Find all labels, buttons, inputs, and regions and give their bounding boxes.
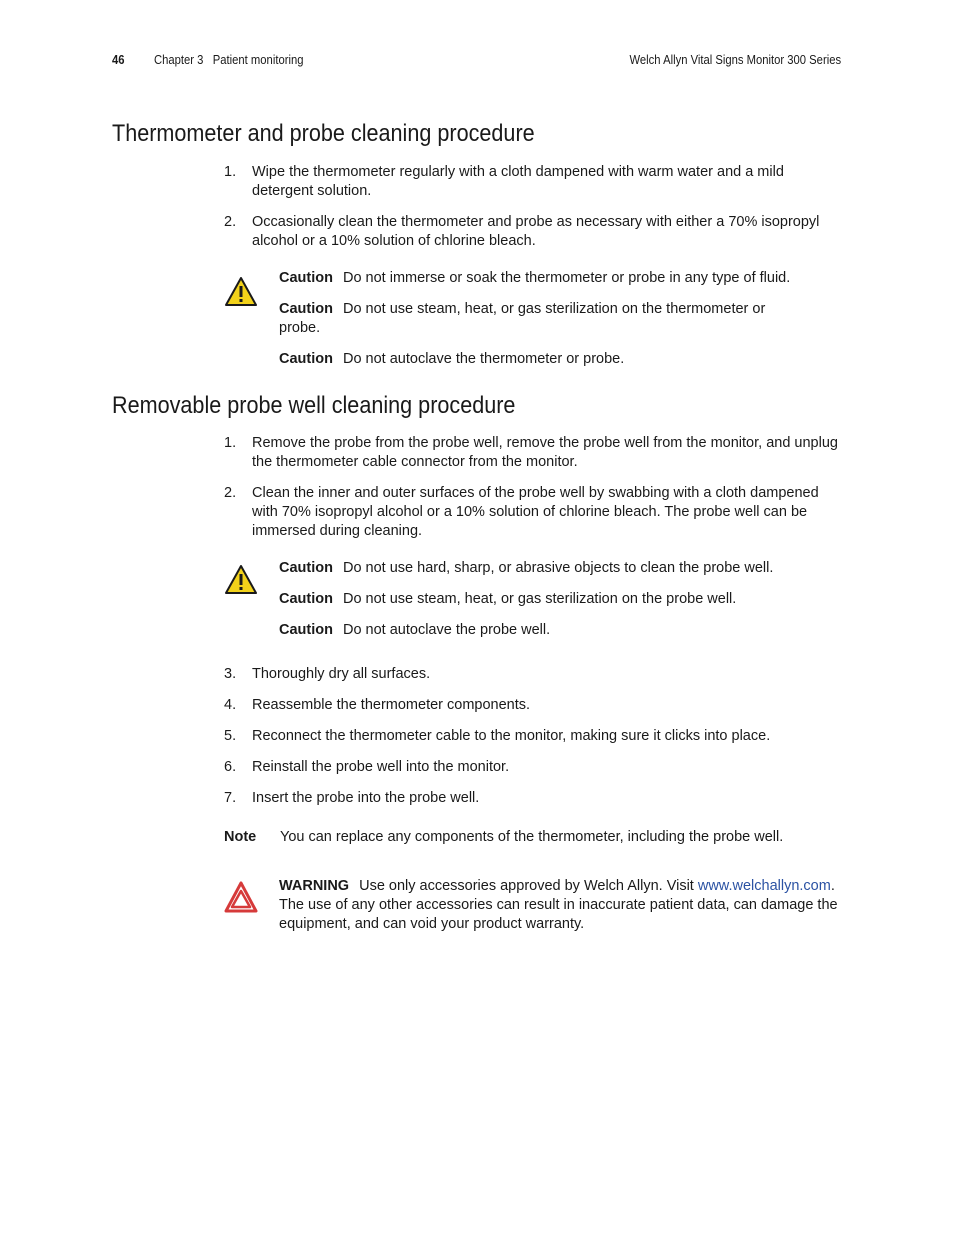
step-number: 5. xyxy=(224,728,237,744)
step-text: Thoroughly dry all surfaces. xyxy=(252,666,431,682)
step-number: 1. xyxy=(224,164,237,180)
step-text: Clean the inner and outer surfaces of the probe well by swabbing with a cloth dampened with 70% isopropyl alcohol or a 10% solution of chlorine bleach. The probe well can be immersed during cleaning. xyxy=(252,485,819,539)
caution-label: Caution xyxy=(279,622,333,638)
caution-label: Caution xyxy=(279,270,333,286)
step-number: 3. xyxy=(224,666,237,682)
list-item xyxy=(224,163,844,201)
caution-label: Caution xyxy=(279,301,333,317)
warning-triangle-icon xyxy=(224,881,258,914)
list-item xyxy=(224,665,844,684)
list-item xyxy=(224,789,844,808)
step-text: Occasionally clean the thermometer and probe as necessary with either a 70% isopropyl alcohol or a 10% solution of chlorine bleach. xyxy=(252,214,820,249)
list-item xyxy=(224,484,844,541)
list-item xyxy=(224,434,844,472)
caution-label: Caution xyxy=(279,351,333,367)
caution-message xyxy=(279,350,844,369)
step-number: 2. xyxy=(224,485,237,501)
caution-message xyxy=(279,559,844,578)
note-text: You can replace any components of the thermometer, including the probe well. xyxy=(280,829,784,845)
step-text: Reconnect the thermometer cable to the monitor, making sure it clicks into place. xyxy=(252,728,771,744)
step-text: Insert the probe into the probe well. xyxy=(252,790,480,806)
book-title: Welch Allyn Vital Signs Monitor 300 Series xyxy=(629,53,841,67)
caution-triangle-icon xyxy=(224,564,258,595)
step-text: Wipe the thermometer regularly with a cloth dampened with warm water and a mild detergent solution. xyxy=(252,164,784,199)
list-item xyxy=(224,727,844,746)
step-number: 2. xyxy=(224,214,237,230)
caution-label: Caution xyxy=(279,560,333,576)
section-heading-probe-well: Removable probe well cleaning procedure xyxy=(112,392,516,419)
chapter-title: Chapter 3 Patient monitoring xyxy=(154,53,304,67)
step-number: 7. xyxy=(224,790,237,806)
caution-text: Do not immerse or soak the thermometer or probe in any type of fluid. xyxy=(342,270,791,286)
caution-label: Caution xyxy=(279,591,333,607)
caution-message xyxy=(279,300,799,338)
caution-text: Do not use steam, heat, or gas sterilization on the thermometer or probe. xyxy=(279,301,766,336)
list-item xyxy=(224,213,844,251)
caution-text: Do not use steam, heat, or gas sterilization on the probe well. xyxy=(342,591,737,607)
warning-label: WARNING xyxy=(279,878,350,894)
warning-text: Use only accessories approved by Welch Allyn. Visit xyxy=(359,878,694,894)
step-text: Remove the probe from the probe well, remove the probe well from the monitor, and unplug the thermometer cable connector from the monitor. xyxy=(252,435,838,470)
step-number: 1. xyxy=(224,435,237,451)
list-item xyxy=(224,758,844,777)
step-text: Reassemble the thermometer components. xyxy=(252,697,531,713)
warning-text-continued: . The use of any other accessories can result in inaccurate patient data, can damage the equipment, and can void your product warranty. xyxy=(279,878,838,932)
page-number: 46 xyxy=(112,53,125,67)
note-message xyxy=(224,828,844,847)
caution-triangle-icon xyxy=(224,276,258,307)
step-text: Reinstall the probe well into the monitor. xyxy=(252,759,510,775)
caution-text: Do not autoclave the thermometer or probe. xyxy=(342,351,625,367)
step-number: 6. xyxy=(224,759,237,775)
welchallyn-link[interactable]: www.welchallyn.com xyxy=(697,878,831,894)
step-number: 4. xyxy=(224,697,237,713)
caution-text: Do not autoclave the probe well. xyxy=(342,622,551,638)
list-item xyxy=(224,696,844,715)
caution-message xyxy=(279,269,844,288)
warning-message xyxy=(279,877,839,934)
section-heading-thermometer: Thermometer and probe cleaning procedure xyxy=(112,120,535,147)
note-label: Note xyxy=(224,829,257,845)
caution-text: Do not use hard, sharp, or abrasive objects to clean the probe well. xyxy=(342,560,774,576)
caution-message xyxy=(279,590,844,609)
caution-message xyxy=(279,621,844,640)
